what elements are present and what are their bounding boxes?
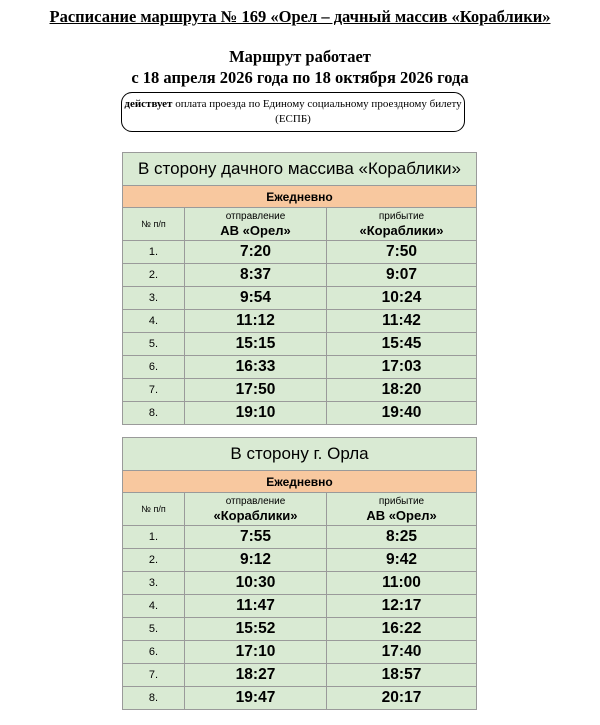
arrival-time: 10:24 (327, 287, 477, 310)
row-number: 1. (123, 241, 185, 264)
table-row (123, 526, 477, 549)
departure-time: 17:10 (185, 641, 327, 664)
frequency-label: Ежедневно (123, 471, 477, 493)
table-row (123, 356, 477, 379)
schedule-table-to-korabliki (122, 152, 477, 425)
arrival-time: 20:17 (327, 687, 477, 710)
column-header-departure (185, 208, 327, 241)
row-number: 7. (123, 379, 185, 402)
arrival-time: 9:42 (327, 549, 477, 572)
table-row (123, 549, 477, 572)
departure-time: 18:27 (185, 664, 327, 687)
table-row (123, 402, 477, 425)
table-row (123, 595, 477, 618)
departure-time: 19:47 (185, 687, 327, 710)
row-number: 7. (123, 664, 185, 687)
table-row (123, 687, 477, 710)
arrival-time: 19:40 (327, 402, 477, 425)
arrival-label: прибытие (378, 210, 425, 222)
row-number: 3. (123, 287, 185, 310)
departure-time: 11:12 (185, 310, 327, 333)
departure-time: 15:15 (185, 333, 327, 356)
fare-notice (121, 92, 465, 132)
departure-time: 9:12 (185, 549, 327, 572)
table-row (123, 379, 477, 402)
departure-stop: АВ «Орел» (220, 222, 291, 238)
route-period-line1: Маршрут работает (229, 47, 371, 66)
row-number: 6. (123, 641, 185, 664)
schedule-table-to-orel (122, 437, 477, 710)
arrival-time: 17:03 (327, 356, 477, 379)
row-number: 4. (123, 595, 185, 618)
table-row (123, 572, 477, 595)
departure-time: 16:33 (185, 356, 327, 379)
table-row (123, 641, 477, 664)
departure-time: 8:37 (185, 264, 327, 287)
departure-time: 7:20 (185, 241, 327, 264)
departure-time: 10:30 (185, 572, 327, 595)
arrival-label: прибытие (378, 495, 425, 507)
column-header-arrival (327, 208, 477, 241)
table-row (123, 264, 477, 287)
arrival-time: 11:42 (327, 310, 477, 333)
page-title: Расписание маршрута № 169 «Орел – дачный массив «Кораблики» (49, 7, 551, 26)
arrival-stop: «Кораблики» (359, 222, 444, 238)
arrival-time: 11:00 (327, 572, 477, 595)
table-title: В сторону г. Орла (123, 438, 477, 471)
row-number: 8. (123, 687, 185, 710)
row-number: 1. (123, 526, 185, 549)
table-row (123, 333, 477, 356)
table-row (123, 664, 477, 687)
column-header-number: № п/п (123, 208, 185, 241)
row-number: 8. (123, 402, 185, 425)
arrival-time: 15:45 (327, 333, 477, 356)
departure-time: 17:50 (185, 379, 327, 402)
table-row (123, 618, 477, 641)
route-period (0, 46, 600, 88)
departure-time: 11:47 (185, 595, 327, 618)
arrival-stop: АВ «Орел» (366, 507, 437, 523)
table-row (123, 287, 477, 310)
route-period-line2: с 18 апреля 2026 года по 18 октября 2026 года (131, 68, 469, 87)
row-number: 2. (123, 549, 185, 572)
arrival-time: 18:20 (327, 379, 477, 402)
departure-time: 9:54 (185, 287, 327, 310)
fare-notice-text: оплата проезда по Единому социальному проездному билету (ЕСПБ) (172, 98, 462, 125)
fare-notice-bold: действует (124, 98, 173, 110)
arrival-time: 9:07 (327, 264, 477, 287)
table-title: В сторону дачного массива «Кораблики» (123, 153, 477, 186)
arrival-time: 18:57 (327, 664, 477, 687)
arrival-time: 8:25 (327, 526, 477, 549)
column-header-number: № п/п (123, 493, 185, 526)
arrival-time: 12:17 (327, 595, 477, 618)
frequency-label: Ежедневно (123, 186, 477, 208)
row-number: 3. (123, 572, 185, 595)
row-number: 6. (123, 356, 185, 379)
arrival-time: 17:40 (327, 641, 477, 664)
departure-time: 15:52 (185, 618, 327, 641)
arrival-time: 7:50 (327, 241, 477, 264)
table-row (123, 241, 477, 264)
arrival-time: 16:22 (327, 618, 477, 641)
column-header-departure (185, 493, 327, 526)
row-number: 5. (123, 618, 185, 641)
column-header-arrival (327, 493, 477, 526)
row-number: 4. (123, 310, 185, 333)
departure-time: 7:55 (185, 526, 327, 549)
departure-time: 19:10 (185, 402, 327, 425)
row-number: 2. (123, 264, 185, 287)
departure-stop: «Кораблики» (213, 507, 298, 523)
table-row (123, 310, 477, 333)
departure-label: отправление (225, 210, 286, 222)
departure-label: отправление (225, 495, 286, 507)
row-number: 5. (123, 333, 185, 356)
